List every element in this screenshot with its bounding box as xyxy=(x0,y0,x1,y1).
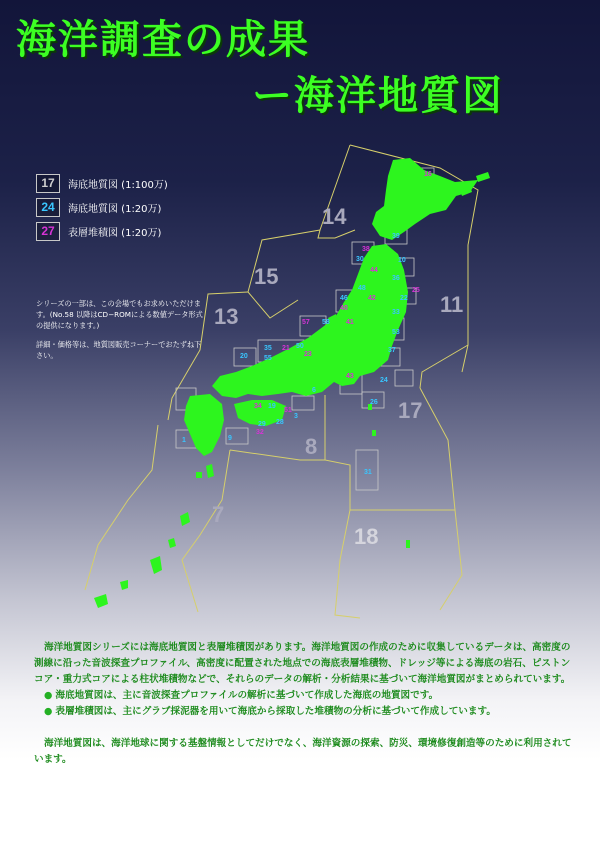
bullet-text-sediment: 表層堆積図は、主にグラブ採泥器を用いて海底から採取した堆積物の分析に基づいて作成しています。 xyxy=(55,706,496,717)
region-label-11: 11 xyxy=(440,292,464,317)
region-label-13: 13 xyxy=(214,304,239,329)
sheet-label-53: 53 xyxy=(392,329,400,336)
ishigaki-island xyxy=(94,594,108,608)
sheet-label-32: 32 xyxy=(256,429,264,436)
legend-number-17: 17 xyxy=(36,174,60,193)
legend-label-20man-sediment: 表層堆積図 (1:20万) xyxy=(68,227,162,239)
sheet-label-26: 26 xyxy=(370,399,378,406)
sheet-label-3: 3 xyxy=(294,413,298,420)
description-bullet-sediment xyxy=(34,704,574,720)
okinawa-island xyxy=(150,556,162,574)
boundary-7 xyxy=(85,425,158,590)
sheet-label-33: 33 xyxy=(392,309,400,316)
description-block xyxy=(34,640,574,768)
description-bullet-seafloor xyxy=(34,688,574,704)
sheet-label-42: 42 xyxy=(368,295,376,302)
yakushima-island xyxy=(196,472,202,478)
sheet-label-16: 16 xyxy=(424,171,432,178)
note-inquiry: 詳細・価格等は、地質図販売コーナーでおたずね下さい。 xyxy=(36,340,202,360)
sheet-label-24: 24 xyxy=(380,377,388,384)
kyushu-island xyxy=(184,394,224,456)
sheet-label-21: 21 xyxy=(282,345,290,352)
land-masses xyxy=(94,158,490,608)
sheet-label-31: 31 xyxy=(364,469,372,476)
legend-number-27: 27 xyxy=(36,222,60,241)
sheet-label-22: 22 xyxy=(400,295,408,302)
legend-label-20man-seafloor: 海底地質図 (1:20万) xyxy=(68,203,162,215)
note-availability: シリーズの一部は、この会場でもお求めいただけます。(No.58 以降はCD−ROMによる数値データ形式の提供になります。) xyxy=(36,299,203,330)
sheet-label-43: 43 xyxy=(346,373,354,380)
legend-label-100man: 海底地質図 (1:100万) xyxy=(68,179,168,191)
okinoerabu-island xyxy=(168,538,176,548)
sheet-label-23: 23 xyxy=(304,351,312,358)
description-intro: 海洋地質図シリーズには海底地質図と表層堆積図があります。海洋地質図の作成のために収集しているデータは、高密度の測線に沿った音波探査プロファイル、高密度に配置された地点での海底表層堆積物、ドレッジ等による海底の岩石、ピストンコア・重力式コアによる柱状堆積物などで、それらのデータの解析・分析結果に基づいて海洋地質図がまとめられています。 xyxy=(34,642,571,685)
amami-island xyxy=(180,512,190,526)
sheet-label-9: 9 xyxy=(228,435,232,442)
boundary-7-inner xyxy=(182,450,230,612)
sheet-label-48: 48 xyxy=(358,285,366,292)
sheet-label-50: 50 xyxy=(296,343,304,350)
sheet-box xyxy=(292,396,314,410)
sheet-label-35: 35 xyxy=(264,345,272,352)
bullet-text-seafloor: 海底地質図は、主に音波探査プロファイルの解析に基づいて作成した海底の地質図です。 xyxy=(55,690,439,701)
sheet-label-6: 6 xyxy=(312,387,316,394)
kuril-island-2 xyxy=(476,172,490,182)
sheet-label-55: 55 xyxy=(264,355,272,362)
spacer xyxy=(34,720,574,736)
bullet-icon: ● xyxy=(44,706,53,717)
miyako-island xyxy=(120,580,128,590)
title-line-1: 海洋調査の成果 xyxy=(16,17,310,63)
region-label-8: 8 xyxy=(305,434,318,459)
sheet-box xyxy=(395,370,413,386)
description-usage: 海洋地質図は、海洋地球に関する基盤情報としてだけでなく、海洋資源の探索、防災、環境修復創造等のために利用されています。 xyxy=(34,738,572,765)
sheet-label-57: 57 xyxy=(302,319,310,326)
boundary-17 xyxy=(420,388,462,610)
region-label-18: 18 xyxy=(354,524,379,549)
region-label-15: 15 xyxy=(254,264,279,289)
region-label-17: 17 xyxy=(398,398,423,423)
legend-number-24: 24 xyxy=(36,198,60,217)
sheet-label-44: 44 xyxy=(370,267,378,274)
tanegashima-island xyxy=(206,464,214,478)
sheet-label-20: 20 xyxy=(240,353,248,360)
region-label-14: 14 xyxy=(322,204,347,229)
izu-island-2 xyxy=(372,430,376,436)
sheet-label-37: 37 xyxy=(388,347,396,354)
sheet-label-10: 10 xyxy=(398,257,406,264)
sheet-label-41: 41 xyxy=(346,319,354,326)
sheet-label-25: 25 xyxy=(412,287,420,294)
sheet-label-46: 46 xyxy=(340,295,348,302)
boundary-17-left xyxy=(325,395,455,510)
sheet-label-28: 28 xyxy=(276,419,284,426)
region-label-7: 7 xyxy=(212,502,225,527)
sheet-label-38: 38 xyxy=(362,246,370,253)
boundary-11 xyxy=(420,345,468,388)
sheet-label-19: 19 xyxy=(268,403,276,410)
ogasawara-island xyxy=(406,540,410,548)
sheet-label-58: 58 xyxy=(322,319,330,326)
sheet-label-39: 39 xyxy=(392,233,400,240)
sheet-label-36: 36 xyxy=(392,275,400,282)
sheet-label-40: 40 xyxy=(340,305,348,312)
sheet-label-30: 30 xyxy=(356,256,364,263)
bullet-icon: ● xyxy=(44,690,53,701)
sheet-label-34: 34 xyxy=(254,403,262,410)
sheet-label-51: 51 xyxy=(284,407,292,414)
sheet-label-29: 29 xyxy=(258,421,266,428)
sheet-label-1: 1 xyxy=(182,437,186,444)
honshu-island xyxy=(212,244,408,398)
title-line-2: ー海洋地質図 xyxy=(252,73,504,119)
